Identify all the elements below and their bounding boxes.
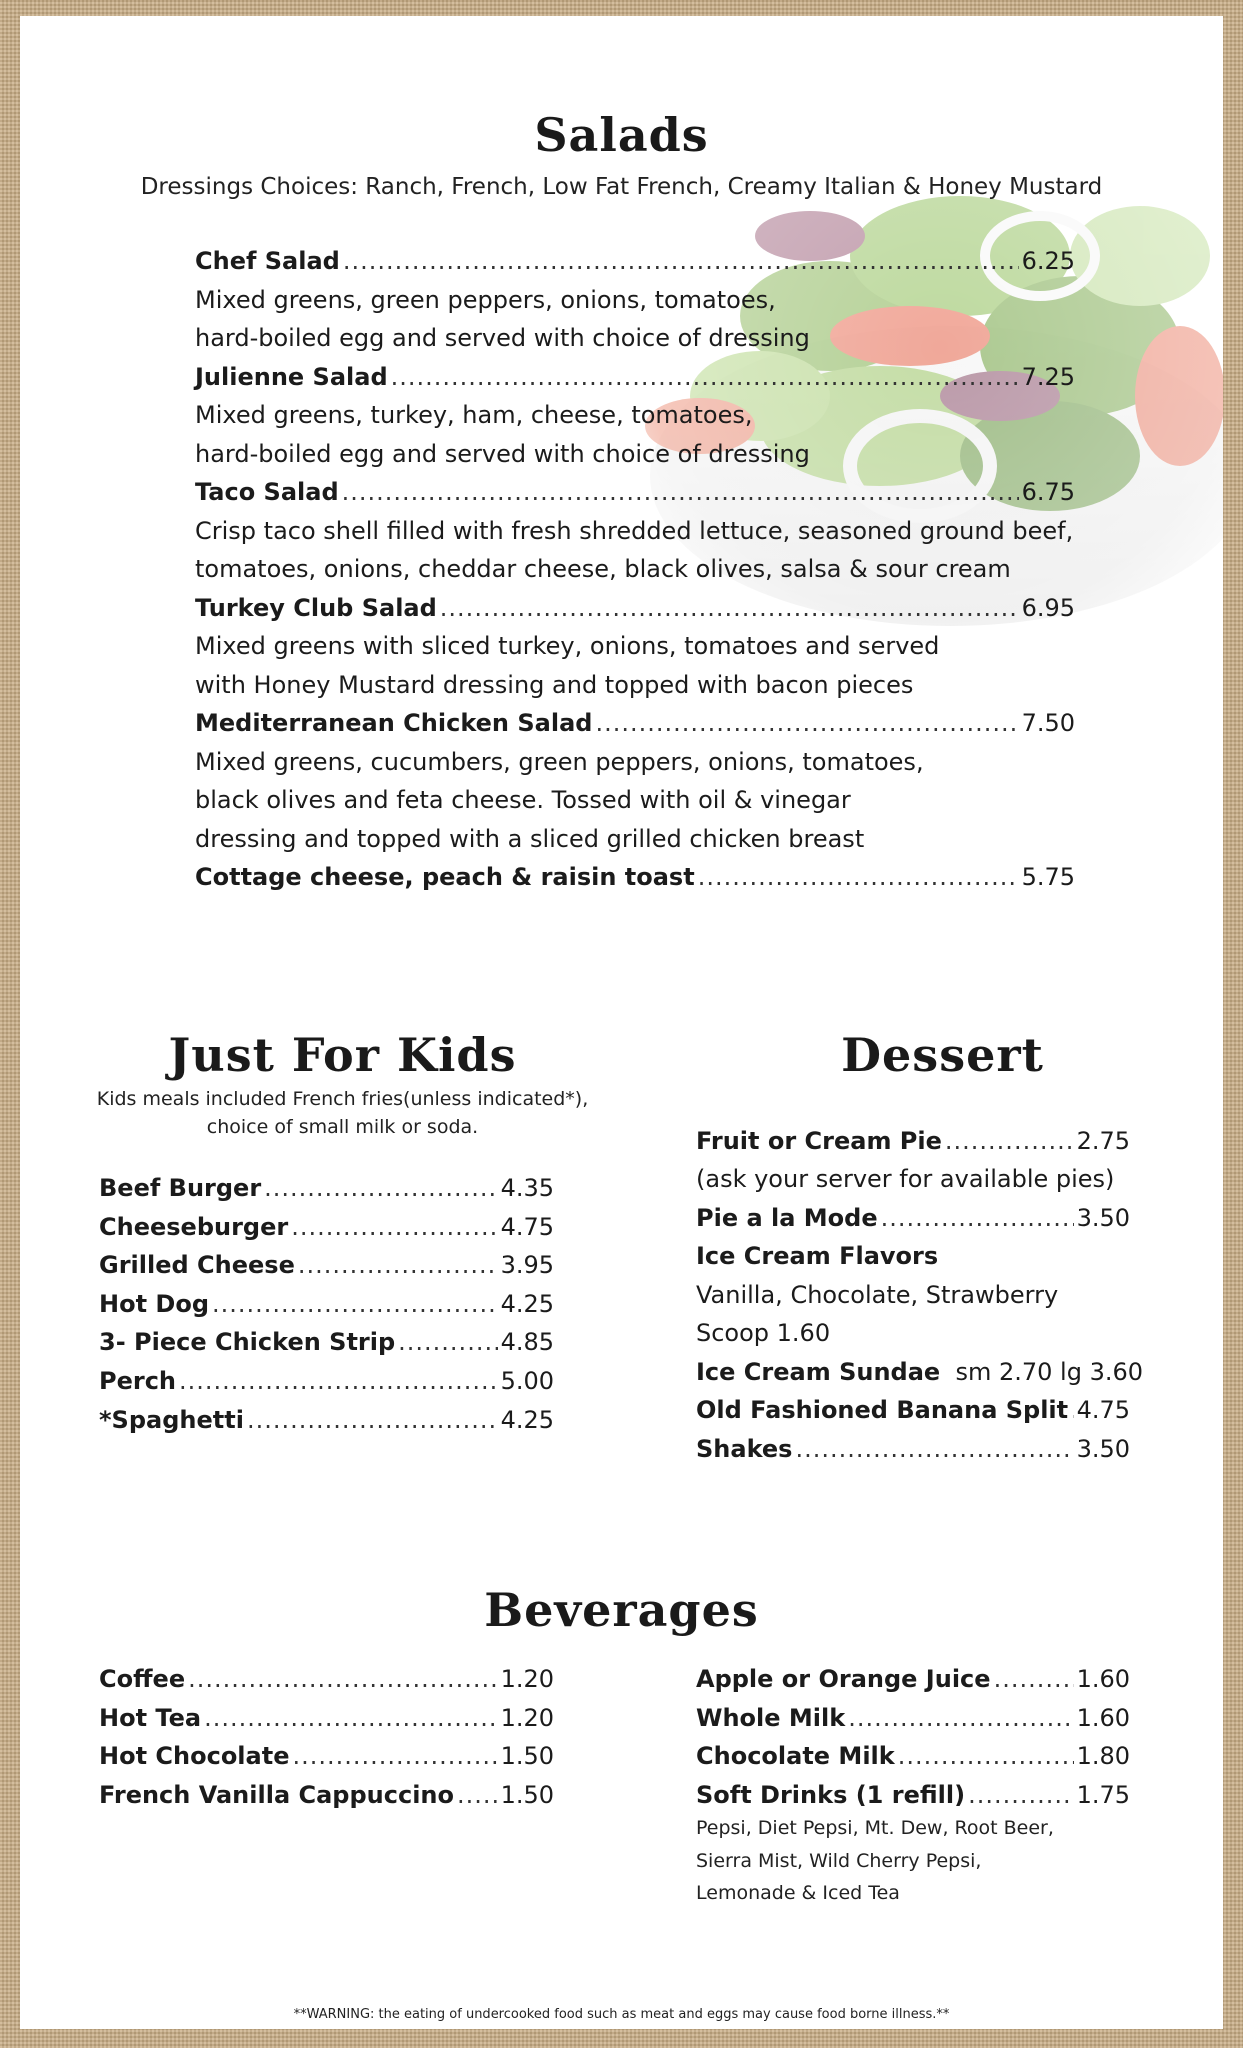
menu-item-name: Grilled Cheese — [99, 1251, 295, 1280]
menu-item-name: Beef Burger — [99, 1174, 262, 1202]
beverage-item — [99, 1662, 554, 1696]
salad-description: with Honey Mustard dressing and topped with bacon pieces — [195, 670, 914, 699]
kids-item — [99, 1325, 554, 1359]
menu-item-name: French Vanilla Cappuccino — [99, 1780, 455, 1809]
dessert-heading: Dessert — [841, 1028, 1044, 1082]
kids-heading: Just For Kids — [168, 1028, 517, 1082]
dot-leader — [188, 1662, 497, 1696]
menu-item-name: Hot Tea — [99, 1703, 202, 1732]
salads-heading: Salads — [534, 108, 709, 162]
kids-item — [99, 1364, 554, 1398]
salad-item — [195, 244, 1075, 278]
salad-item — [195, 591, 1075, 625]
dot-leader — [945, 1124, 1074, 1158]
menu-item-price: 6.75 — [1021, 478, 1075, 506]
salad-description: dressing and topped with a sliced grilled chicken breast — [195, 824, 865, 853]
menu-item-name: Julienne Salad — [195, 362, 388, 391]
salad-description: Mixed greens, green peppers, onions, tomatoes, — [195, 285, 776, 314]
salad-description: black olives and feta cheese. Tossed with oil & vinegar — [195, 786, 851, 814]
beverage-item — [696, 1778, 1130, 1812]
kids-note — [50, 1085, 635, 1141]
soft-drinks-list — [696, 1812, 1054, 1910]
menu-item-price: 3.50 — [1076, 1204, 1130, 1232]
menu-item-price: 6.25 — [1021, 247, 1075, 275]
kids-note-line1: Kids meals included French fries(unless indicated*), — [96, 1088, 589, 1110]
menu-item-name: Mediterranean Chicken Salad — [195, 709, 593, 737]
dessert-item-banana-split — [696, 1393, 1130, 1427]
menu-item-price: 3.50 — [1076, 1435, 1130, 1463]
dot-leader — [391, 360, 1019, 394]
menu-item-price: 1.20 — [500, 1703, 554, 1732]
dot-leader — [264, 1171, 497, 1205]
dessert-item-pie — [696, 1124, 1130, 1158]
menu-item-name: Coffee — [99, 1665, 186, 1693]
beverage-item — [696, 1662, 1130, 1696]
salad-item — [195, 475, 1075, 509]
dot-leader — [881, 1201, 1074, 1235]
menu-item-price: 4.25 — [500, 1405, 554, 1434]
salad-description: Crisp taco shell filled with fresh shredded lettuce, seasoned ground beef, — [195, 516, 1074, 545]
sundae-prices: sm 2.70 lg 3.60 — [955, 1358, 1143, 1386]
menu-item-price: 7.25 — [1021, 362, 1075, 391]
dot-leader — [204, 1701, 498, 1735]
beverages-heading: Beverages — [484, 1583, 759, 1637]
dot-leader — [698, 860, 1019, 894]
pie-note: (ask your server for available pies) — [696, 1165, 1115, 1193]
kids-item — [99, 1287, 554, 1321]
menu-item-price: 3.95 — [500, 1251, 554, 1280]
menu-item-price: 4.85 — [500, 1328, 554, 1357]
dressing-choices: Dressings Choices: Ranch, French, Low Fat French, Creamy Italian & Honey Mustard — [140, 174, 1103, 200]
menu-item-name: Chocolate Milk — [696, 1742, 895, 1771]
salad-description: Mixed greens, turkey, ham, cheese, tomatoes, — [195, 401, 753, 429]
dessert-item-alamode — [696, 1201, 1130, 1235]
dot-leader — [212, 1287, 498, 1321]
dot-leader — [398, 1325, 497, 1359]
dot-leader — [342, 475, 1019, 509]
dot-leader — [848, 1701, 1073, 1735]
icecream-flavors-title — [696, 1239, 938, 1273]
salad-item — [195, 706, 1075, 740]
soft-drinks-line: Sierra Mist, Wild Cherry Pepsi, — [696, 1849, 982, 1872]
beverage-item — [99, 1739, 554, 1773]
menu-item-name: Apple or Orange Juice — [696, 1665, 991, 1693]
salad-item — [195, 860, 1075, 894]
menu-item-price: 4.25 — [500, 1289, 554, 1318]
dot-leader — [994, 1662, 1074, 1696]
dot-leader — [179, 1364, 498, 1398]
salad-description: Mixed greens with sliced turkey, onions, tomatoes and served — [195, 632, 940, 660]
salad-item — [195, 360, 1075, 394]
menu-item-name: Cheeseburger — [99, 1212, 289, 1241]
menu-item-name: Ice Cream Sundae — [696, 1358, 941, 1386]
menu-item-price: 1.75 — [1076, 1780, 1130, 1809]
menu-item-name: Whole Milk — [696, 1703, 846, 1732]
kids-item — [99, 1210, 554, 1244]
icecream-flavors-list: Vanilla, Chocolate, Strawberry — [696, 1281, 1059, 1309]
menu-item-price: 1.50 — [500, 1780, 554, 1809]
menu-item-name: Pie a la Mode — [696, 1204, 878, 1232]
menu-item-price: 5.75 — [1021, 863, 1075, 891]
dot-leader — [298, 1248, 498, 1282]
menu-item-name: Hot Dog — [99, 1289, 209, 1318]
menu-item-name: 3- Piece Chicken Strip — [99, 1328, 396, 1357]
salad-description: hard-boiled egg and served with choice of dressing — [195, 439, 810, 468]
menu-item-price: 4.75 — [1076, 1396, 1130, 1424]
food-warning: **WARNING: the eating of undercooked food such as meat and eggs may cause food borne illness.** — [293, 2007, 950, 2022]
kids-item — [99, 1248, 554, 1282]
menu-item-price: 4.75 — [500, 1212, 554, 1241]
beverage-item — [696, 1701, 1130, 1735]
kids-note-line2: choice of small milk or soda. — [206, 1116, 479, 1138]
menu-item-price: 1.50 — [500, 1742, 554, 1771]
menu-item-price: 5.00 — [500, 1367, 554, 1395]
menu-item-name: Fruit or Cream Pie — [696, 1127, 942, 1155]
dot-leader — [1071, 1393, 1073, 1427]
menu-item-price: 7.50 — [1021, 709, 1075, 737]
menu-item-name: Old Fashioned Banana Split — [696, 1396, 1069, 1424]
menu-item-name: Ice Cream Flavors — [696, 1242, 939, 1270]
menu-item-name: Taco Salad — [195, 478, 339, 506]
menu-item-name: *Spaghetti — [99, 1405, 244, 1434]
menu-item-name: Perch — [99, 1367, 177, 1395]
dot-leader — [292, 1739, 497, 1773]
dot-leader — [898, 1739, 1074, 1773]
dot-leader — [291, 1210, 497, 1244]
menu-item-price: 2.75 — [1076, 1127, 1130, 1155]
menu-item-price: 4.35 — [500, 1174, 554, 1202]
dot-leader — [968, 1778, 1074, 1812]
salad-description: tomatoes, onions, cheddar cheese, black olives, salsa & sour cream — [195, 555, 1011, 583]
scoop-price: Scoop 1.60 — [696, 1319, 831, 1347]
menu-item-price: 1.20 — [500, 1665, 554, 1693]
dot-leader — [457, 1778, 498, 1812]
dot-leader — [247, 1403, 498, 1437]
salad-description: hard-boiled egg and served with choice of dressing — [195, 324, 810, 352]
menu-item-name: Chef Salad — [195, 247, 340, 275]
menu-item-name: Turkey Club Salad — [195, 593, 437, 622]
menu-item-price: 1.60 — [1076, 1665, 1130, 1693]
dessert-item-shakes — [696, 1432, 1130, 1466]
kids-item — [99, 1403, 554, 1437]
soft-drinks-line: Pepsi, Diet Pepsi, Mt. Dew, Root Beer, — [696, 1817, 1054, 1839]
salad-description: Mixed greens, cucumbers, green peppers, onions, tomatoes, — [195, 747, 924, 776]
menu-item-name: Shakes — [696, 1435, 793, 1463]
kids-item — [99, 1171, 554, 1205]
beverage-item — [99, 1778, 554, 1812]
beverage-item — [696, 1739, 1130, 1773]
dot-leader — [440, 591, 1019, 625]
menu-item-name: Soft Drinks (1 refill) — [696, 1780, 966, 1809]
dessert-item-sundae — [696, 1355, 1143, 1389]
dot-leader — [343, 244, 1019, 278]
dot-leader — [595, 706, 1018, 740]
menu-item-price: 6.95 — [1021, 593, 1075, 622]
beverage-item — [99, 1701, 554, 1735]
dot-leader — [795, 1432, 1073, 1466]
menu-item-price: 1.80 — [1076, 1742, 1130, 1771]
menu-item-name: Cottage cheese, peach & raisin toast — [195, 863, 695, 891]
menu-item-name: Hot Chocolate — [99, 1742, 290, 1771]
soft-drinks-line: Lemonade & Iced Tea — [696, 1882, 900, 1904]
menu-item-price: 1.60 — [1076, 1703, 1130, 1732]
menu-page — [20, 16, 1223, 2029]
